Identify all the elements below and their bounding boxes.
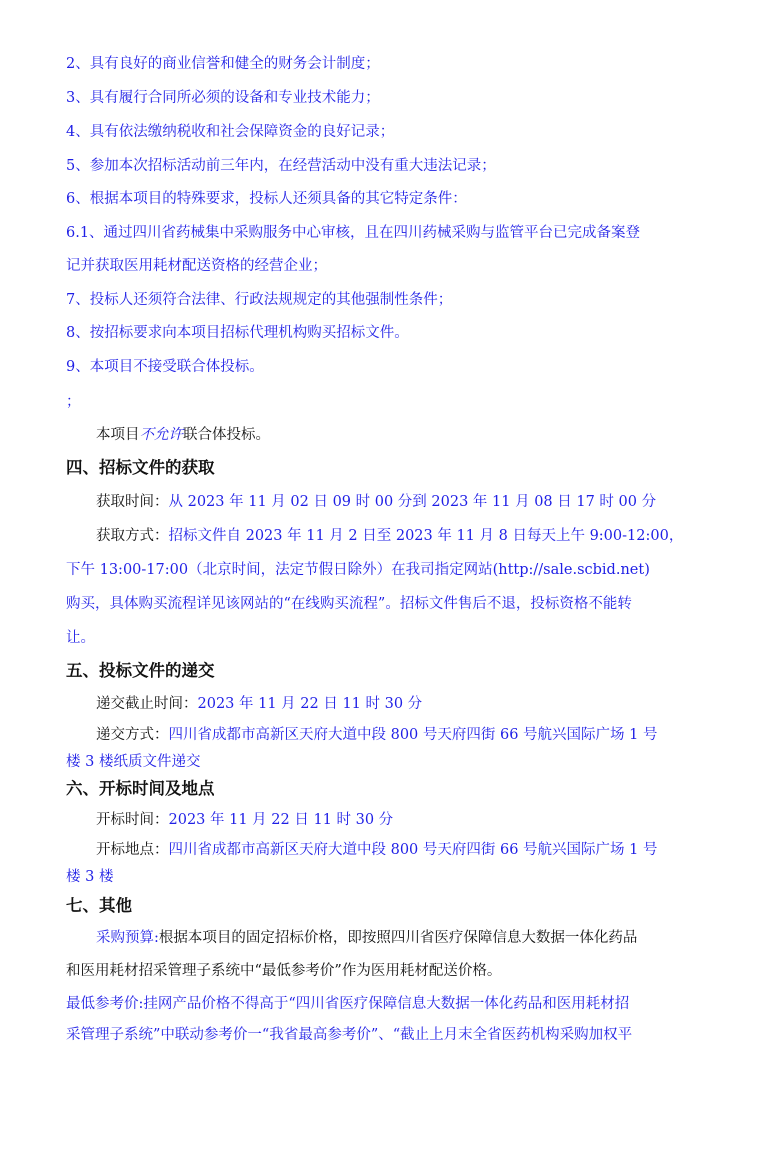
reference-price-label: 最低参考价: xyxy=(66,996,144,1012)
stray-semicolon: ； xyxy=(66,394,81,410)
acquisition-time-label: 获取时间： xyxy=(96,494,169,510)
opening-place-text1: 四川省成都市高新区天府大道中段 800 号天府四街 66 号航兴国际广场 1 号 xyxy=(168,842,658,858)
consortium-statement xyxy=(96,425,270,445)
opening-place-line2: 楼 3 楼 xyxy=(66,869,114,885)
opening-place-label: 开标地点： xyxy=(96,842,169,858)
submission-deadline xyxy=(96,694,422,714)
submission-method-line1 xyxy=(96,725,658,745)
qualification-item-6-1-line1: 6.1、通过四川省药械集中采购服务中心审核，且在四川药械采购与监管平台已完成备案登 xyxy=(66,225,641,241)
qualification-item-2: 2、具有良好的商业信誉和健全的财务会计制度； xyxy=(66,56,380,72)
reference-price-line1 xyxy=(66,994,629,1014)
acquisition-method-line3: 购买，具体购买流程详见该网站的“在线购买流程”。招标文件售后不退，投标资格不能转 xyxy=(66,596,632,612)
acquisition-method-line2: 下午 13:00-17:00（北京时间，法定节假日除外）在我司指定网站(http://sale.scbid.net) xyxy=(66,562,650,578)
opening-place-line1 xyxy=(96,840,658,860)
consortium-value: 不允许 xyxy=(139,427,183,443)
submission-method-text1: 四川省成都市高新区天府大道中段 800 号天府四街 66 号航兴国际广场 1 号 xyxy=(168,727,658,743)
acquisition-method-label: 获取方式： xyxy=(96,528,169,544)
submission-method-label: 递交方式： xyxy=(96,727,169,743)
qualification-item-3: 3、具有履行合同所必须的设备和专业技术能力； xyxy=(66,90,380,106)
section-4-heading: 四、招标文件的获取 xyxy=(66,458,215,477)
submission-deadline-value: 2023 年 11 月 22 日 11 时 30 分 xyxy=(197,696,423,712)
qualification-item-7: 7、投标人还须符合法律、行政法规规定的其他强制性条件； xyxy=(66,292,453,308)
qualification-item-8: 8、按招标要求向本项目招标代理机构购买招标文件。 xyxy=(66,325,409,341)
budget-label: 采购预算: xyxy=(96,930,159,946)
qualification-item-6: 6、根据本项目的特殊要求，投标人还须具备的其它特定条件： xyxy=(66,191,467,207)
submission-deadline-label: 递交截止时间： xyxy=(96,696,198,712)
qualification-item-4: 4、具有依法缴纳税收和社会保障资金的良好记录； xyxy=(66,124,395,140)
opening-time xyxy=(96,810,393,830)
section-6-heading: 六、开标时间及地点 xyxy=(66,779,215,798)
reference-price-line2: 采管理子系统”中联动参考价一“我省最高参考价”、“截止上月末全省医药机构采购加权平 xyxy=(66,1027,633,1043)
budget-line2: 和医用耗材招采管理子系统中“最低参考价”作为医用耗材配送价格。 xyxy=(66,963,502,979)
budget-line1 xyxy=(96,928,637,948)
submission-method-line2: 楼 3 楼纸质文件递交 xyxy=(66,754,201,770)
opening-time-value: 2023 年 11 月 22 日 11 时 30 分 xyxy=(168,812,394,828)
acquisition-method-line1 xyxy=(96,526,683,546)
reference-price-text1: 挂网产品价格不得高于“四川省医疗保障信息大数据一体化药品和医用耗材招 xyxy=(143,996,630,1012)
consortium-prefix: 本项目 xyxy=(96,427,140,443)
qualification-item-9: 9、本项目不接受联合体投标。 xyxy=(66,359,264,375)
qualification-item-5: 5、参加本次招标活动前三年内，在经营活动中没有重大违法记录； xyxy=(66,158,496,174)
acquisition-method-text1: 招标文件自 2023 年 11 月 2 日至 2023 年 11 月 8 日每天上午 9:00-12:00， xyxy=(168,528,684,544)
opening-time-label: 开标时间： xyxy=(96,812,169,828)
section-5-heading: 五、投标文件的递交 xyxy=(66,661,215,680)
qualification-item-6-1-line2: 记并获取医用耗材配送资格的经营企业； xyxy=(66,258,327,274)
budget-text1: 根据本项目的固定招标价格，即按照四川省医疗保障信息大数据一体化药品 xyxy=(158,930,638,946)
consortium-suffix: 联合体投标。 xyxy=(183,427,270,443)
section-7-heading: 七、其他 xyxy=(66,896,132,915)
acquisition-time-value: 从 2023 年 11 月 02 日 09 时 00 分到 2023 年 11 月 08 日 17 时 00 分 xyxy=(168,494,657,510)
acquisition-time xyxy=(96,492,656,512)
acquisition-method-line4: 让。 xyxy=(66,630,95,646)
